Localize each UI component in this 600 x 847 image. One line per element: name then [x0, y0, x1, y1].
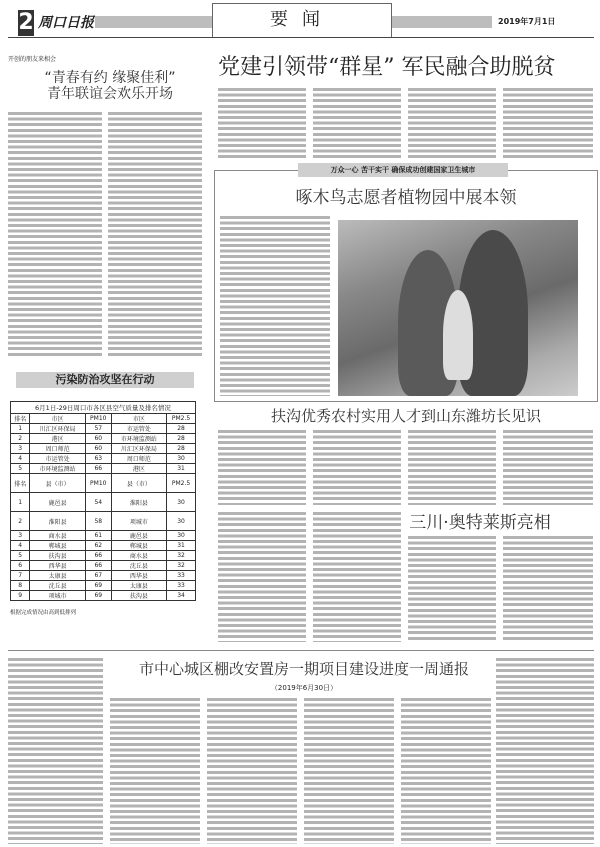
- table-cell: 项城市: [111, 512, 166, 531]
- table-cell: 扶沟县: [111, 591, 166, 601]
- column-header: PM2.5: [167, 414, 196, 424]
- table-cell: 商水县: [111, 551, 166, 561]
- table-row: [11, 454, 196, 464]
- article-body: [110, 698, 200, 844]
- column-header: 市区: [111, 414, 166, 424]
- table-cell: 66: [85, 561, 111, 571]
- article-body: [503, 88, 593, 158]
- column-header: PM10: [85, 474, 111, 493]
- main-headline: 党建引领带“群星” 军民融合助脱贫: [218, 55, 556, 80]
- table-cell: 30: [167, 512, 196, 531]
- table-cell: 30: [167, 493, 196, 512]
- table-cell: 61: [85, 531, 111, 541]
- article-body: [8, 112, 102, 357]
- air-quality-table: [10, 401, 196, 601]
- table-cell: 67: [85, 571, 111, 581]
- table-cell: 2: [11, 434, 30, 444]
- table-cell: 市环境监测站: [111, 434, 166, 444]
- table-cell: 54: [85, 493, 111, 512]
- table-cell: 30: [167, 454, 196, 464]
- article-body: [220, 216, 330, 396]
- table-cell: 60: [85, 434, 111, 444]
- article-body: [8, 658, 103, 844]
- table-cell: 33: [167, 581, 196, 591]
- table-cell: 淮阳县: [30, 512, 85, 531]
- table-cell: 3: [11, 531, 30, 541]
- table-row: [11, 561, 196, 571]
- section-rule: [8, 650, 594, 651]
- table-cell: 太康县: [111, 581, 166, 591]
- story-headline: 扶沟优秀农村实用人才到山东潍坊长见识: [270, 407, 541, 425]
- table-cell: 项城市: [30, 591, 85, 601]
- column-header: 排名: [11, 474, 30, 493]
- table-cell: 57: [85, 424, 111, 434]
- table-row: [11, 551, 196, 561]
- campaign-banner: 万众一心 苦干实干 确保成功创建国家卫生城市: [298, 163, 508, 177]
- table-cell: 32: [167, 551, 196, 561]
- table-cell: 31: [167, 541, 196, 551]
- section-title: 要闻: [212, 3, 392, 37]
- headline-line: 青年联谊会欢乐开场: [47, 86, 173, 102]
- feature-headline: 啄木鸟志愿者植物园中展本领: [295, 188, 517, 208]
- table-cell: 1: [11, 424, 30, 434]
- table-row: [11, 541, 196, 551]
- table-row: [11, 531, 196, 541]
- article-body: [218, 88, 306, 158]
- table-cell: 2: [11, 512, 30, 531]
- table-cell: 28: [167, 434, 196, 444]
- table-note: 根据完成情况由高到低排列: [10, 610, 77, 616]
- column-header: 县（市）: [111, 474, 166, 493]
- table-caption: 6月1日-29日周口市各区县空气质量及排名情况: [10, 401, 196, 413]
- article-body: [401, 698, 491, 844]
- section-banner: 污染防治攻坚在行动: [16, 372, 194, 388]
- table-cell: 66: [85, 464, 111, 474]
- article-body: [218, 512, 306, 642]
- article-body: [108, 112, 202, 357]
- table-row: [11, 581, 196, 591]
- table-cell: 川汇区环保局: [30, 424, 85, 434]
- left-story-headline: [30, 70, 190, 102]
- table-row: [11, 493, 196, 512]
- table-cell: 市运管处: [111, 424, 166, 434]
- article-body: [496, 658, 594, 844]
- table-cell: 69: [85, 581, 111, 591]
- volunteers-photo: [338, 220, 578, 396]
- table-cell: 沈丘县: [111, 561, 166, 571]
- table-cell: 60: [85, 444, 111, 454]
- table-cell: 西华县: [30, 561, 85, 571]
- table-row: [11, 464, 196, 474]
- table-cell: 28: [167, 444, 196, 454]
- page-number: 2: [18, 10, 34, 35]
- column-header: 市区: [30, 414, 85, 424]
- article-body: [408, 88, 496, 158]
- table-cell: 港区: [30, 434, 85, 444]
- table-cell: 郸城县: [30, 541, 85, 551]
- column-header: 排名: [11, 414, 30, 424]
- story-headline: 三川·奥特莱斯亮相: [409, 513, 551, 533]
- story-kicker: 开创的朋友来相会: [8, 56, 57, 63]
- table-cell: 33: [167, 571, 196, 581]
- table-cell: 鹿邑县: [30, 493, 85, 512]
- article-body: [207, 698, 297, 844]
- table-cell: 28: [167, 424, 196, 434]
- photo-figure: [443, 290, 473, 380]
- article-body: [313, 512, 401, 642]
- header-rule: [8, 37, 594, 38]
- table-cell: 市运管处: [30, 454, 85, 464]
- table-cell: 6: [11, 561, 30, 571]
- table-cell: 川汇区环保局: [111, 444, 166, 454]
- table-cell: 3: [11, 444, 30, 454]
- bottom-headline: 市中心城区棚改安置房一期项目建设进度一周通报: [138, 660, 469, 678]
- table-cell: 鹿邑县: [111, 531, 166, 541]
- table-row: [11, 512, 196, 531]
- article-body: [313, 88, 401, 158]
- issue-date: 2019年7月1日: [498, 17, 556, 26]
- table-cell: 63: [85, 454, 111, 464]
- article-body: [313, 430, 401, 505]
- table-cell: 31: [167, 464, 196, 474]
- headline-line: “青春有约 缘聚佳利”: [44, 70, 176, 86]
- table-cell: 58: [85, 512, 111, 531]
- masthead-contact-bar: [392, 16, 492, 28]
- table-cell: 周口师范: [30, 444, 85, 454]
- table-cell: 4: [11, 541, 30, 551]
- table-cell: 市环境监测站: [30, 464, 85, 474]
- column-header: PM10: [85, 414, 111, 424]
- table-cell: 西华县: [111, 571, 166, 581]
- table-cell: 淮阳县: [111, 493, 166, 512]
- article-body: [218, 430, 306, 505]
- table-cell: 34: [167, 591, 196, 601]
- article-body: [503, 430, 593, 505]
- table-cell: 沈丘县: [30, 581, 85, 591]
- column-header: PM2.5: [167, 474, 196, 493]
- table-cell: 8: [11, 581, 30, 591]
- article-body: [304, 698, 394, 844]
- table-cell: 66: [85, 551, 111, 561]
- table-header-row: [11, 414, 196, 424]
- article-body: [408, 430, 496, 505]
- column-header: 县（市）: [30, 474, 85, 493]
- article-body: [408, 536, 496, 642]
- table-cell: 扶沟县: [30, 551, 85, 561]
- article-body: [503, 536, 593, 642]
- table-cell: 5: [11, 551, 30, 561]
- table-cell: 62: [85, 541, 111, 551]
- table-cell: 郸城县: [111, 541, 166, 551]
- table-row: [11, 591, 196, 601]
- table-cell: 9: [11, 591, 30, 601]
- table-cell: 太康县: [30, 571, 85, 581]
- table-cell: 32: [167, 561, 196, 571]
- table-header-row: [11, 474, 196, 493]
- table-row: [11, 571, 196, 581]
- table-cell: 周口师范: [111, 454, 166, 464]
- table-cell: 1: [11, 493, 30, 512]
- table-cell: 69: [85, 591, 111, 601]
- table-cell: 4: [11, 454, 30, 464]
- table-row: [11, 444, 196, 454]
- table-cell: 港区: [111, 464, 166, 474]
- masthead-editor-bar: [95, 16, 212, 28]
- table-cell: 30: [167, 531, 196, 541]
- bottom-subhead: （2019年6月30日）: [270, 684, 338, 692]
- table-row: [11, 434, 196, 444]
- table-cell: 5: [11, 464, 30, 474]
- paper-logo: 周口日报: [38, 15, 94, 31]
- table-cell: 7: [11, 571, 30, 581]
- table-cell: 商水县: [30, 531, 85, 541]
- table-row: [11, 424, 196, 434]
